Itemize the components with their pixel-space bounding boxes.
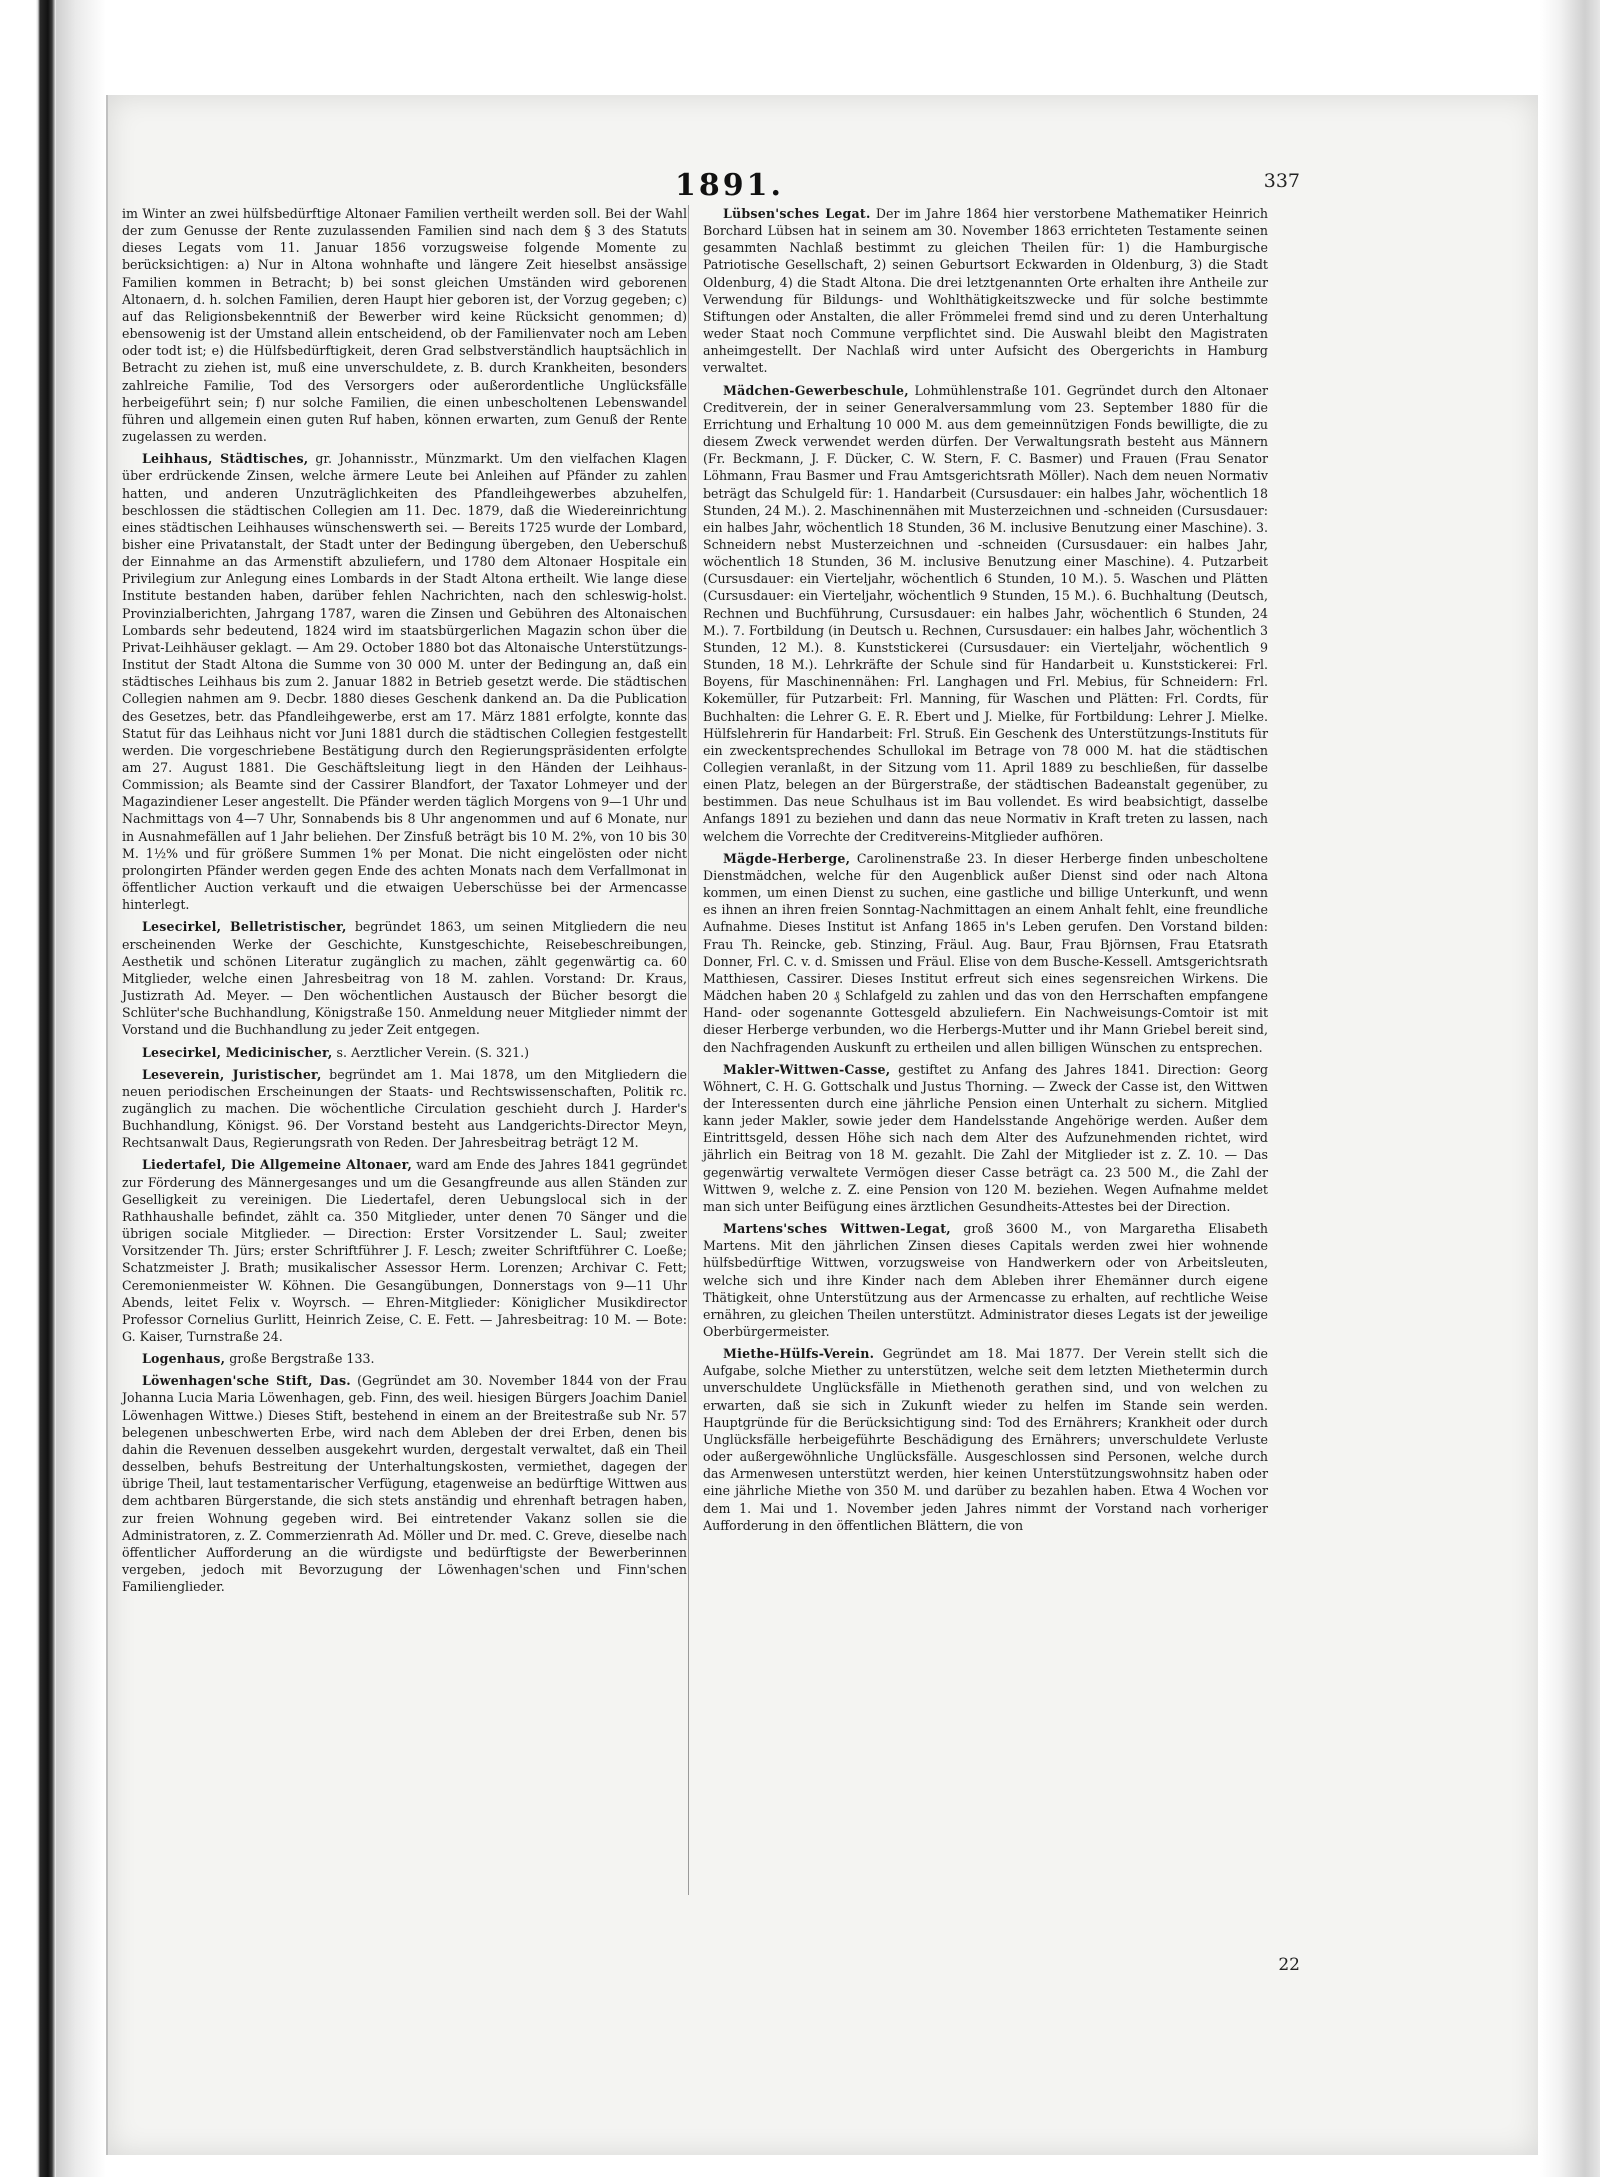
entry-body: große Bergstraße 133. <box>225 1351 375 1367</box>
scan-binding-edge <box>0 0 56 2177</box>
entry-luebsen-legat <box>703 205 1268 377</box>
entry-body: Lohmühlenstraße 101. Gegründet durch den Altonaer Creditverein, der in seiner Generalversammlung vom 23. September 1880 für die Errichtung und Erhaltung 10 000 M. aus dem gemeinnützigen Fonds bewilligte, die zu diesem Zweck verwendet werden dürfen. Der Verwaltungsrath besteht aus Männern (Fr. Beckmann, J. F. Dücker, C. W. Stern, F. C. Basmer) und Frauen (Frau Senator Löhmann, Frau Basmer und Frau Amtsgerichtsrath Möller). Nach dem neuen Normativ beträgt das Schulgeld für: 1. Handarbeit (Cursusdauer: ein halbes Jahr, wöchentlich 18 Stunden, 24 M.). 2. Maschinennähen mit Musterzeichnen und -schneiden (Cursusdauer: ein halbes Jahr, wöchentlich 18 Stunden, 36 M. inclusive Benutzung einer Maschine). 3. Schneidern nebst Musterzeichnen und -schneiden (Cursusdauer: ein halbes Jahr, wöchentlich 18 Stunden, 36 M. inclusive Benutzung einer Maschine). 4. Putzarbeit (Cursusdauer: ein Vierteljahr, wöchentlich 6 Stunden, 10 M.). 5. Waschen und Plätten (Cursusdauer: ein Vierteljahr, wöchentlich 9 Stunden, 15 M.). 6. Buchhaltung (Deutsch, Rechnen und Buchführung, Cursusdauer: ein halbes Jahr, wöchentlich 6 Stunden, 24 M.). 7. Fortbildung (in Deutsch u. Rechnen, Cursusdauer: ein halbes Jahr, wöchentlich 3 Stunden, 12 M.). 8. Kunststickerei (Cursusdauer: ein Vierteljahr, wöchentlich 9 Stunden, 18 M.). Lehrkräfte der Schule sind für Handarbeit u. Kunststickerei: Frl. Boyens, für Maschinennähen: Frl. Langhagen und Frl. Mebius, für Schneidern: Frl. Kokemüller, für Putzarbeit: Frl. Manning, für Waschen und Plätten: Frl. Cordts, für Buchhalten: die Lehrer G. E. R. Ebert und J. Mielke, für Fortbildung: Lehrer J. Mielke. Hülfslehrerin für Handarbeit: Frl. Struß. Ein Geschenk des Unterstützungs-Instituts für ein zweckentsprechendes Schullokal im Betrage von 78 000 M. hat die städtischen Collegien veranlaßt, in der Sitzung vom 11. April 1889 zu beschließen, für dasselbe einen Platz, belegen an der Bürgerstraße, der städtischen Badeanstalt gegenüber, zu bestimmen. Das neue Schulhaus ist im Bau vollendet. Es wird beabsichtigt, dasselbe Anfangs 1891 zu beziehen und dann das neue Normativ in Kraft treten zu lassen, nach welchem die Vorrechte der Creditvereins-Mitglieder aufhören. <box>703 382 1268 844</box>
page-year-header: 1891. <box>675 168 784 203</box>
entry-lesecirkel-medicinischer <box>122 1044 687 1061</box>
scan-margin-shadow <box>56 0 106 2177</box>
entry-maegde-herberge <box>703 850 1268 1056</box>
entry-heading: Leseverein, Juristischer, <box>142 1066 322 1082</box>
entry-body: ward am Ende des Jahres 1841 gegründet zur Förderung des Männergesanges und um die Gesangfreunde aus allen Ständen zur Geselligkeit zu vereinigen. Die Liedertafel, deren Uebungslocal sich in der Rathhaushalle befindet, zählt ca. 350 Mitglieder, unter denen 70 Sänger und die übrigen sociale Mitglieder. — Direction: Erster Vorsitzender L. Saul; zweiter Vorsitzender Th. Jürs; erster Schriftführer J. F. Lesch; zweiter Schriftführer C. Loeße; Schatzmeister J. Brath; musikalischer Assessor Herm. Lorenzen; Archivar C. Fett; Ceremonienmeister W. Köhnen. Die Gesangübungen, Donnerstags von 9—11 Uhr Abends, leitet Felix v. Woyrsch. — Ehren-Mitglieder: Königlicher Musikdirector Professor Cornelius Gurlitt, Heinrich Zeise, C. E. Fett. — Jahresbeitrag: 10 M. — Bote: G. Kaiser, Turnstraße 24. <box>122 1157 688 1344</box>
entry-heading: Martens'sches Wittwen-Legat, <box>723 1221 951 1237</box>
entry-lubsen-legat-continuation <box>122 205 687 445</box>
entry-maedchen-gewerbeschule <box>703 382 1268 845</box>
entry-body: im Winter an zwei hülfsbedürftige Altonaer Familien vertheilt werden soll. Bei der Wahl der zum Genusse der Rente zuzulassenden Familien sind nach dem § 3 des Statuts dieses Legats vom 11. Januar 1856 vorzugsweise folgende Momente zu berücksichtigen: a) Nur in Altona wohnhafte und längere Zeit hieselbst ansässige Familien kommen in Betracht; b) bei sonst gleichen Umständen wird geborenen Altonaern, d. h. solchen Familien, deren Haupt hier geboren ist, der Vorzug gegeben; c) auf das Religionsbekenntniß der Bewerber wird keine Rücksicht genommen; d) ebensowenig ist der Umstand allein entscheidend, ob der Familienvater noch am Leben oder todt ist; e) die Hülfsbedürftigkeit, deren Grad selbstverständlich hauptsächlich in Betracht zu ziehen ist, muß eine unverschuldete, z. B. durch Krankheiten, besonders zahlreiche Familie, Tod des Versorgers oder außerordentliche Unglücksfälle herbeigeführt sein; f) nur solche Familien, die einen unbescholtenen Lebenswandel führen und allgemein einen guten Ruf haben, können erwarten, zum Genuß der Rente zugelassen zu werden. <box>122 206 687 445</box>
entry-heading: Miethe-Hülfs-Verein. <box>723 1346 875 1362</box>
entry-heading: Leihhaus, Städtisches, <box>142 451 309 467</box>
sheet-signature: 22 <box>1278 1955 1300 1975</box>
entry-heading: Logenhaus, <box>142 1351 226 1367</box>
entry-leihhaus <box>122 450 687 913</box>
entry-heading: Lübsen'sches Legat. <box>723 206 871 221</box>
entry-heading: Löwenhagen'sche Stift, Das. <box>142 1373 351 1389</box>
entry-lesecirkel-belletristischer <box>122 918 687 1038</box>
column-divider <box>688 205 689 1895</box>
entry-body: begründet am 1. Mai 1878, um den Mitgliedern die neuen periodischen Erscheinungen der Staats- und Rechtswissenschaften, Politik rc. zugänglich zu machen. Die wöchentliche Circulation geschieht durch J. Harder's Buchhandlung, Königst. 96. Der Vorstand besteht aus Landgerichts-Director Meyn, Rechtsanwalt Daus, Regierungsrath von Reden. Der Jahresbeitrag beträgt 12 M. <box>122 1066 687 1151</box>
entry-body: Carolinenstraße 23. In dieser Herberge finden unbescholtene Dienstmädchen, welche für den Augenblick außer Dienst sind oder nach Altona kommen, um einen Dienst zu suchen, eine gastliche und billige Unterkunft, und wenn es ihnen an ihren freien Sonntag-Nachmittagen an einem Anhalt fehlt, eine freundliche Aufnahme. Dieses Institut ist Anfang 1865 in's Leben gerufen. Den Vorstand bilden: Frau Th. Reincke, geb. Stinzing, Fräul. Aug. Baur, Frau Björnsen, Frau Etatsrath Donner, Frl. C. v. d. Smissen und Fräul. Elise von dem Busche-Kessell. Amtsgerichtsrath Matthiesen, Cassirer. Dieses Institut erfreut sich eines segensreichen Wirkens. Die Mädchen haben 20 ₰ Schlafgeld zu zahlen und das von den Herrschaften empfangene Hand- oder sogenannte Gottesgeld abzuliefern. Ein Nachweisungs-Comtoir ist mit dieser Herberge verbunden, wo die Herbergs-Mutter und ihr Mann Griebel bereit sind, den Nachfragenden Auskunft zu ertheilen und allen billigen Wünschen zu entsprechen. <box>703 850 1268 1055</box>
entry-heading: Lesecirkel, Medicinischer, <box>142 1044 333 1060</box>
entry-martens-wittwen-legat <box>703 1220 1268 1340</box>
entry-heading: Liedertafel, Die Allgemeine Altonaer, <box>142 1157 413 1173</box>
entry-body: gr. Johannisstr., Münzmarkt. Um den vielfachen Klagen über erdrückende Zinsen, welche ärmere Leute bei Anleihen auf Pfänder zu zahlen hatten, und anderen Unzuträglichkeiten des Pfandleihgewerbes abzuhelfen, beschlossen die städtischen Collegien am 11. Dec. 1879, daß die Wiedereinrichtung eines städtischen Leihhauses wünschenswerth sei. — Bereits 1725 wurde der Lombard, bisher eine Privatanstalt, der Stadt unter der Bedingung übergeben, den Ueberschuß der Einnahme an das Armenstift abzuliefern, und 1780 dem Altonaer Hospitale ein Privilegium zur Anlegung eines Lombards in der Stadt Altona ertheilt. Wie lange diese Institute bestanden haben, darüber fehlen Nachrichten, nach den schleswig-holst. Provinzialberichten, Jahrgang 1787, waren die Zinsen und Gebühren des Altonaischen Lombards sehr bedeutend, 1824 wird im staatsbürgerlichen Magazin schon über die Privat-Leihhäuser geklagt. — Am 29. October 1880 bot das Altonaische Unterstützungs-Institut der Stadt Altona die Summe von 30 000 M. unter der Bedingung an, daß ein städtisches Leihhaus bis zum 2. Januar 1882 in Betrieb gesetzt werde. Die städtischen Collegien nahmen am 9. Decbr. 1880 dieses Geschenk dankend an. Da die Publication des Gesetzes, betr. das Pfandleihgewerbe, erst am 17. März 1881 erfolgte, konnte das Statut für das Leihhaus nicht vor Juni 1881 durch die städtischen Collegien festgestellt werden. Die vorgeschriebene Bestätigung durch den Regierungspräsidenten erfolgte am 27. August 1881. Die Geschäftsleitung liegt in den Händen der Leihhaus-Commission; als Beamte sind der Cassirer Blandfort, der Taxator Lohmeyer und der Magazindiener Leser angestellt. Die Pfänder werden täglich Morgens von 9—1 Uhr und Nachmittags von 4—7 Uhr, Sonnabends bis 8 Uhr angenommen und auf 6 Monate, nur in Ausnahmefällen auf 1 Jahr beliehen. Der Zinsfuß beträgt bis 10 M. 2%, von 10 bis 30 M. 1½% und für größere Summen 1% per Monat. Die nicht eingelösten oder nicht prolongirten Pfänder werden gegen Ende des achten Monats nach dem Verfallmonat in öffentlicher Auction verkauft und die etwaigen Ueberschüsse bei der Armencasse hinterlegt. <box>122 451 688 913</box>
entry-logenhaus <box>122 1350 687 1367</box>
scan-right-edge <box>1540 0 1600 2177</box>
right-column <box>703 205 1268 1539</box>
entry-liedertafel <box>122 1156 687 1345</box>
entry-heading: Mädchen-Gewerbeschule, <box>723 382 909 398</box>
entry-loewenhagen-stift <box>122 1372 687 1595</box>
entry-body: (Gegründet am 30. November 1844 von der Frau Johanna Lucia Maria Löwenhagen, geb. Finn, des weil. hiesigen Bürgers Joachim Daniel Löwenhagen Wittwe.) Dieses Stift, bestehend in einem an der Breitestraße sub Nr. 57 belegenen unbeschwerten Erbe, wird nach dem Ableben der drei Erben, denen bis dahin die Revenuen desselben ausgekehrt wurden, dergestalt verwaltet, daß ein Theil desselben, behufs Bestreitung der Unterhaltungskosten, vermiethet, dagegen der übrige Theil, laut testamentarischer Verfügung, etagenweise an bedürftige Wittwen aus dem achtbaren Bürgerstande, die sich stets anständig und ehrenhaft betragen haben, zur freien Wohnung gegeben wird. Bei eintretender Vakanz sollen sie die Administratoren, z. Z. Commerzienrath Ad. Möller und Dr. med. C. Greve, dieselbe nach öffentlicher Aufforderung an die würdigste und bedürftigste der Bewerberinnen vergeben, jedoch mit Bevorzugung der Löwenhagen'schen und Finn'schen Familienglieder. <box>122 1373 688 1595</box>
entry-body: gestiftet zu Anfang des Jahres 1841. Direction: Georg Wöhnert, C. H. G. Gottschalk und Justus Thorning. — Zweck der Casse ist, den Wittwen der Interessenten durch eine jährliche Pension einen Unterhalt zu sichern. Mitglied kann jeder Makler, sowie jeder dem Handelsstande Angehörige werden. Außer dem Eintrittsgeld, dessen Höhe sich nach dem Alter des Aufzunehmenden richtet, wird jährlich ein Beitrag von 18 M. gezahlt. Die Zahl der Mitglieder ist z. Z. 10. — Das gegenwärtig verwaltete Vermögen dieser Casse beträgt ca. 23 500 M., die Zahl der Wittwen 9, welche z. Z. eine Pension von 120 M. beziehen. Wegen Aufnahme meldet man sich unter Beifügung eines ärztlichen Gesundheits-Attestes bei der Direction. <box>703 1061 1268 1214</box>
entry-miethe-huelfs-verein <box>703 1345 1268 1534</box>
left-column <box>122 205 687 1600</box>
entry-makler-wittwen-casse <box>703 1061 1268 1215</box>
entry-body: groß 3600 M., von Margaretha Elisabeth Martens. Mit den jährlichen Zinsen dieses Capitals werden zwei hier wohnende hülfsbedürftige Wittwen, vorzugsweise von Handwerkern oder von Arbeitsleuten, welche sich und ihre Kinder nach dem Ableben ihrer Ehemänner durch eigene Thätigkeit, ohne Unterstützung aus der Armencasse zu erhalten, auf rechtliche Weise ernähren, zu gleichen Theilen unterstützt. Administrator dieses Legats ist der jeweilige Oberbürgermeister. <box>703 1221 1268 1339</box>
entry-body: Gegründet am 18. Mai 1877. Der Verein stellt sich die Aufgabe, solche Miether zu unterstützen, welche seit dem letzten Miethetermin durch unverschuldete Unglücksfälle in Miethenoth gerathen sind, und von welchen zu erwarten, daß sie sich in Zukunft wieder zu helfen im Stande sein werden. Hauptgründe für die Berücksichtigung sind: Tod des Ernährers; Krankheit oder durch Unglücksfälle herbeigeführte Beschädigung des Ernährers; unverschuldete Verluste oder außergewöhnliche Unglücksfälle. Ausgeschlossen sind Personen, welche durch das Armenwesen unterstützt werden, hier keinen Unterstützungswohnsitz haben oder eine jährliche Miethe von 350 M. und darüber zu bezahlen haben. Etwa 4 Wochen vor dem 1. Mai und 1. November jeden Jahres nimmt der Vorstand nach vorheriger Aufforderung in den öffentlichen Blättern, die von <box>703 1346 1268 1533</box>
entry-heading: Makler-Wittwen-Casse, <box>723 1061 891 1077</box>
entry-body: s. Aerztlicher Verein. (S. 321.) <box>332 1044 530 1060</box>
entry-heading: Lesecirkel, Belletristischer, <box>142 919 347 935</box>
entry-heading: Mägde-Herberge, <box>723 850 851 866</box>
entry-leseverein-juristischer <box>122 1066 687 1152</box>
page-number: 337 <box>1263 170 1300 192</box>
entry-body: begründet 1863, um seinen Mitgliedern die neu erscheinenden Werke der Geschichte, Kunstgeschichte, Reisebeschreibungen, Aesthetik und schönen Literatur zugänglich zu machen, zählt gegenwärtig ca. 60 Mitglieder, welche einen Jahresbeitrag von 18 M. zahlen. Vorstand: Dr. Kraus, Justizrath Ad. Meyer. — Den wöchentlichen Austausch der Bücher besorgt die Schlüter'sche Buchhandlung, Königstraße 150. Anmeldung neuer Mitglieder nimmt der Vorstand und die Buchhandlung zu jeder Zeit entgegen. <box>122 919 687 1038</box>
entry-body: Der im Jahre 1864 hier verstorbene Mathematiker Heinrich Borchard Lübsen hat in seinem am 30. November 1863 errichteten Testamente seinen gesammten Nachlaß bestimmt zu gleichen Theilen für: 1) die Hamburgische Patriotische Gesellschaft, 2) seinen Geburtsort Eckwarden in Oldenburg, 3) die Stadt Oldenburg, 4) die Stadt Altona. Die drei letztgenannten Orte erhalten ihre Antheile zur Verwendung für Bildungs- und Wohlthätigkeitszwecke und für solche bestimmte Stiftungen oder Anstalten, die aller Frömmelei fremd sind und zu deren Unterhaltung weder Staat noch Commune verpflichtet sind. Die Auswahl bleibt den Magistraten anheimgestellt. Der Nachlaß wird unter Aufsicht des Obergerichts in Hamburg verwaltet. <box>703 206 1268 376</box>
